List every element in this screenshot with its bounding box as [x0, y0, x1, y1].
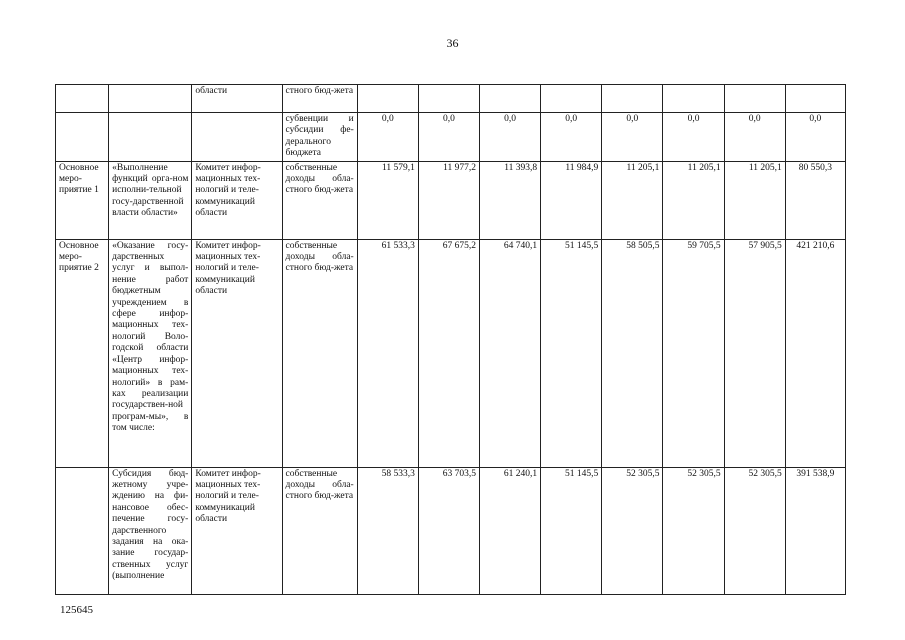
value-cell: 51 145,5 — [541, 239, 602, 467]
description-cell — [109, 85, 192, 113]
value-cell: 0,0 — [480, 113, 541, 162]
value-cell: 0,0 — [357, 113, 418, 162]
value-cell: 11 579,1 — [357, 161, 418, 239]
description-cell: Субсидия бюд-жетному учре-ждению на фи-нансовое обес-печение госу-дарственного задания на ока-зание государ-ственных услуг (выполнение — [109, 467, 192, 594]
table-row — [56, 113, 846, 162]
event-cell — [56, 467, 109, 594]
executor-cell: Комитет инфор-мационных тех-нологий и теле-коммуникаций области — [192, 161, 282, 239]
value-cell: 58 533,3 — [357, 467, 418, 594]
value-cell: 63 703,5 — [418, 467, 479, 594]
event-cell — [56, 85, 109, 113]
value-cell: 59 705,5 — [663, 239, 724, 467]
description-cell — [109, 113, 192, 162]
description-cell: «Выполнение функций орга-ном исполни-тельной госу-дарственной власти области» — [109, 161, 192, 239]
value-cell: 61 533,3 — [357, 239, 418, 467]
description-cell: «Оказание госу-дарственных услуг и выпол-нение работ бюджетным учреждением в сфере инфор-мационных тех-нологий Воло-годской области «Центр инфор-мационных тех-нологий» в рам-ках реализации государствен-ной програм-мы», в том числе: — [109, 239, 192, 467]
value-cell — [724, 85, 785, 113]
value-cell: 0,0 — [724, 113, 785, 162]
value-cell: 0,0 — [541, 113, 602, 162]
source-cell: собственные доходы обла-стного бюд-жета — [282, 239, 357, 467]
value-cell: 11 205,1 — [724, 161, 785, 239]
value-cell — [602, 85, 663, 113]
executor-cell: Комитет инфор-мационных тех-нологий и теле-коммуникаций области — [192, 239, 282, 467]
value-cell — [418, 85, 479, 113]
value-cell: 52 305,5 — [602, 467, 663, 594]
value-cell: 61 240,1 — [480, 467, 541, 594]
executor-cell — [192, 113, 282, 162]
value-cell: 52 305,5 — [724, 467, 785, 594]
value-cell: 80 550,3 — [785, 161, 845, 239]
value-cell — [480, 85, 541, 113]
table-row — [56, 239, 846, 467]
table-row — [56, 467, 846, 594]
source-cell: стного бюд-жета — [282, 85, 357, 113]
value-cell: 0,0 — [418, 113, 479, 162]
value-cell — [357, 85, 418, 113]
value-cell: 391 538,9 — [785, 467, 845, 594]
page-number: 36 — [446, 36, 459, 50]
value-cell: 52 305,5 — [663, 467, 724, 594]
value-cell: 67 675,2 — [418, 239, 479, 467]
value-cell: 57 905,5 — [724, 239, 785, 467]
value-cell: 11 393,8 — [480, 161, 541, 239]
document-code: 125645 — [60, 604, 93, 616]
event-cell — [56, 113, 109, 162]
source-cell: собственные доходы обла-стного бюд-жета — [282, 161, 357, 239]
value-cell: 11 977,2 — [418, 161, 479, 239]
value-cell: 51 145,5 — [541, 467, 602, 594]
value-cell: 421 210,6 — [785, 239, 845, 467]
value-cell — [541, 85, 602, 113]
budget-table — [55, 84, 846, 595]
value-cell: 0,0 — [663, 113, 724, 162]
event-cell: Основное меро-приятие 1 — [56, 161, 109, 239]
source-cell: субвенции и субсидии фе-дерального бюджета — [282, 113, 357, 162]
value-cell: 11 205,1 — [663, 161, 724, 239]
value-cell: 0,0 — [602, 113, 663, 162]
executor-cell: области — [192, 85, 282, 113]
event-cell: Основное меро-приятие 2 — [56, 239, 109, 467]
value-cell: 58 505,5 — [602, 239, 663, 467]
source-cell: собственные доходы обла-стного бюд-жета — [282, 467, 357, 594]
value-cell: 11 984,9 — [541, 161, 602, 239]
executor-cell: Комитет инфор-мационных тех-нологий и теле-коммуникаций области — [192, 467, 282, 594]
table-row — [56, 161, 846, 239]
value-cell: 11 205,1 — [602, 161, 663, 239]
table-row — [56, 85, 846, 113]
value-cell — [663, 85, 724, 113]
value-cell: 0,0 — [785, 113, 845, 162]
value-cell: 64 740,1 — [480, 239, 541, 467]
value-cell — [785, 85, 845, 113]
